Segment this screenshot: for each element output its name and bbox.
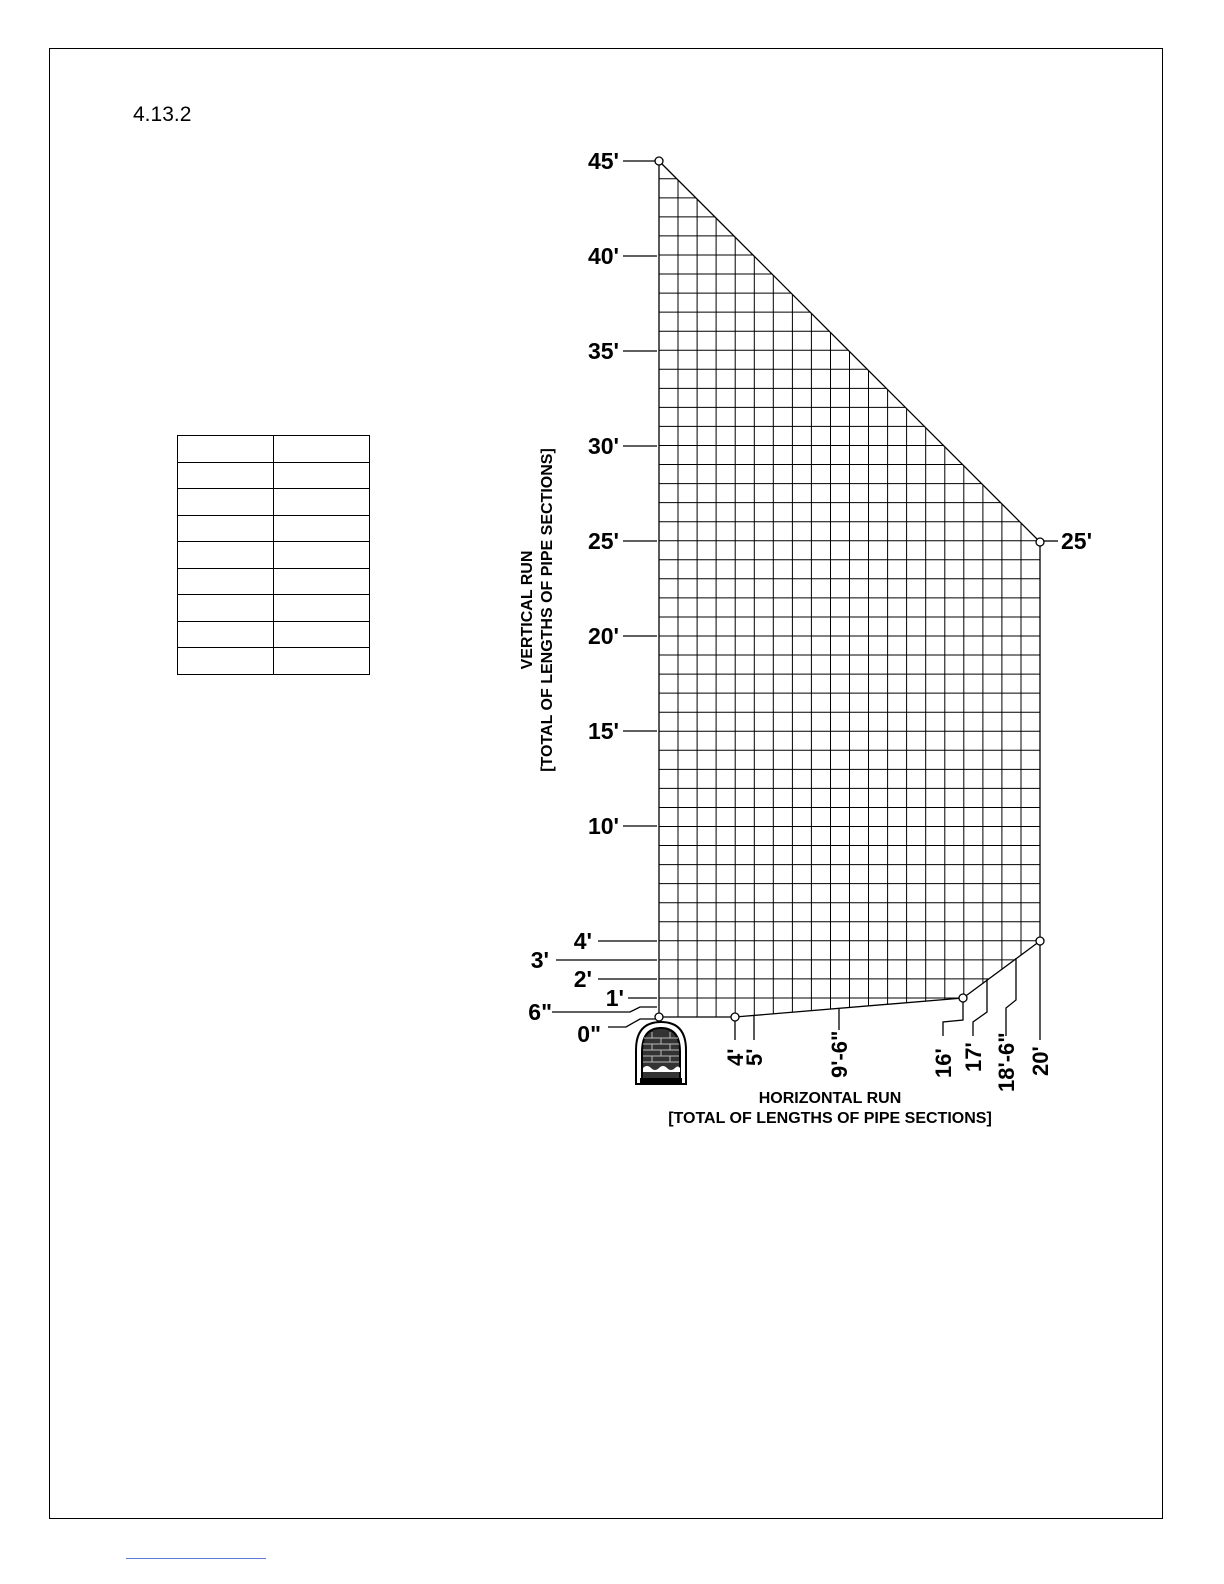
fireplace-insert-icon: [636, 1022, 686, 1084]
vlabel-1: 1': [605, 985, 624, 1011]
vertical-axis-title: VERTICAL RUN: [519, 550, 536, 670]
vlabel-6in: 6": [528, 999, 552, 1025]
hlabel-20: 20': [1028, 1046, 1053, 1076]
vlabel-40: 40': [587, 243, 619, 269]
vlabel-3: 3': [530, 947, 549, 973]
point-20-corner: [1036, 937, 1044, 945]
vlabel-0: 0": [577, 1021, 601, 1047]
hlabel-18-6: 18'-6": [994, 1032, 1019, 1092]
point-16: [959, 994, 967, 1002]
vlabel-2: 2': [573, 966, 592, 992]
horizontal-axis-subtitle: [TOTAL OF LENGTHS OF PIPE SECTIONS]: [668, 1110, 992, 1127]
hlabel-17: 17': [961, 1042, 986, 1072]
vertical-leaders: [552, 161, 1058, 1027]
vlabel-45: 45': [587, 148, 619, 174]
hlabel-9-6: 9'-6": [827, 1030, 852, 1078]
vertical-axis-subtitle: [TOTAL OF LENGTHS OF PIPE SECTIONS]: [539, 448, 556, 772]
point-25-right: [1036, 538, 1044, 546]
vlabel-4: 4': [573, 928, 592, 954]
hlabel-16: 16': [931, 1048, 956, 1078]
horizontal-axis-title: HORIZONTAL RUN: [758, 1090, 902, 1107]
grid-area: [659, 179, 1040, 1017]
hlabel-5: 5': [742, 1048, 767, 1066]
vlabel-10: 10': [587, 813, 619, 839]
right-label-25: 25': [1061, 528, 1093, 554]
vlabel-25: 25': [587, 528, 619, 554]
vlabel-15: 15': [587, 718, 619, 744]
point-origin: [655, 1013, 663, 1021]
section-number: 4.13.2: [133, 103, 192, 126]
point-4: [731, 1013, 739, 1021]
hlabel-4: 4': [723, 1048, 748, 1066]
vlabel-30: 30': [587, 433, 619, 459]
vlabel-35: 35': [587, 338, 619, 364]
vlabel-20: 20': [587, 623, 619, 649]
footnote-separator: [126, 1558, 266, 1559]
point-45: [655, 157, 663, 165]
